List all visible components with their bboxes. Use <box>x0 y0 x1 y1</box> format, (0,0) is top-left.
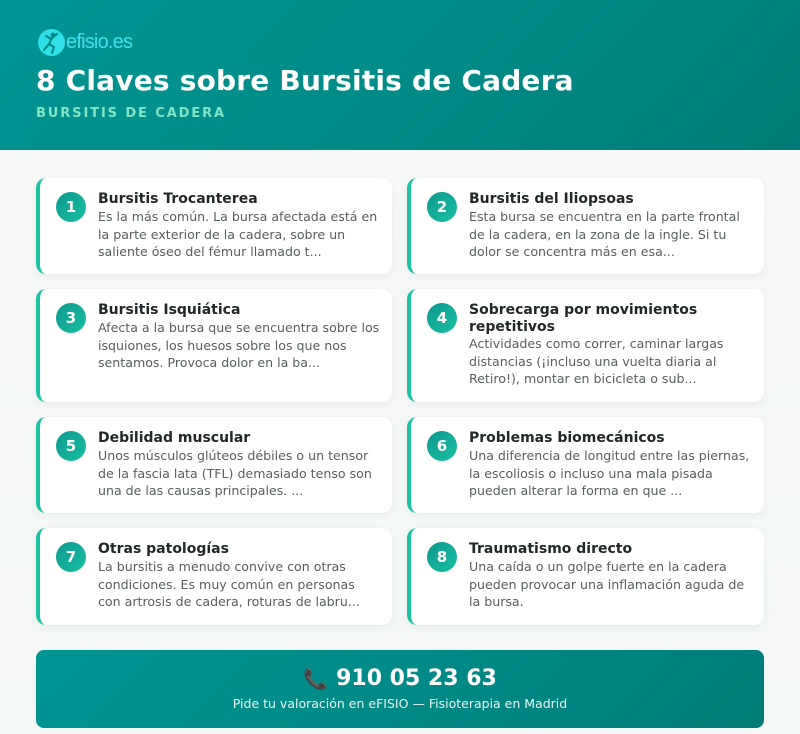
card-body: La bursitis a menudo convive con otras condiciones. Es muy común en personas con artrosis de cadera, roturas de labru... <box>98 559 360 610</box>
card-title: Bursitis Trocanterea <box>98 191 258 207</box>
key-card-2 <box>407 178 764 274</box>
phone-number-link[interactable] <box>36 666 764 691</box>
card-number-badge: 6 <box>427 431 457 461</box>
card-number-badge: 7 <box>56 542 86 572</box>
card-body: Unos músculos glúteos débiles o un tensor de la fascia lata (TFL) demasiado tenso son una de las causas principales. ... <box>98 448 372 499</box>
card-title: Otras patologías <box>98 541 229 557</box>
brand-logo-text: efisio.es <box>66 30 133 53</box>
card-title: Bursitis Isquiática <box>98 302 241 318</box>
card-number-badge: 2 <box>427 192 457 222</box>
key-card-4 <box>407 289 764 402</box>
key-card-7 <box>36 528 392 625</box>
key-card-3 <box>36 289 392 402</box>
card-body: Una diferencia de longitud entre las piernas, la escoliosis o incluso una mala pisada pueden alterar la forma en que ... <box>469 448 750 499</box>
brand-logo[interactable] <box>38 28 132 56</box>
card-body: Esta bursa se encuentra en la parte frontal de la cadera, en la zona de la ingle. Si tu dolor se concentra más en esa... <box>469 209 740 260</box>
card-number-badge: 8 <box>427 542 457 572</box>
key-card-6 <box>407 417 764 513</box>
key-card-8 <box>407 528 764 625</box>
header-banner <box>0 0 800 150</box>
key-card-5 <box>36 417 392 513</box>
person-stretching-icon <box>38 29 65 56</box>
card-number-badge: 1 <box>56 192 86 222</box>
phone-icon: 📞 <box>303 666 329 691</box>
card-title: Bursitis del Iliopsoas <box>469 191 634 207</box>
page-subtitle: BURSITIS DE CADERA <box>36 106 227 121</box>
cta-subtitle: Pide tu valoración en eFISIO — Fisioterapia en Madrid <box>232 696 568 711</box>
card-title: Problemas biomecánicos <box>469 430 665 446</box>
card-number-badge: 5 <box>56 431 86 461</box>
card-body: Afecta a la bursa que se encuentra sobre los isquiones, los huesos sobre los que nos sentamos. Provoca dolor en la ba... <box>98 320 380 371</box>
card-title: Sobrecarga por movimientos repetitivos <box>469 302 698 335</box>
card-number-badge: 4 <box>427 303 457 333</box>
page-title: 8 Claves sobre Bursitis de Cadera <box>36 64 574 97</box>
phone-number: 910 05 23 63 <box>336 666 497 691</box>
card-title: Debilidad muscular <box>98 430 251 446</box>
card-body: Es la más común. La bursa afectada está en la parte exterior de la cadera, sobre un saliente óseo del fémur llamado t... <box>98 209 378 260</box>
card-body: Una caída o un golpe fuerte en la cadera pueden provocar una inflamación aguda de la bursa. <box>469 559 745 610</box>
card-body: Actividades como correr, caminar largas distancias (¡incluso una vuelta diaria al Retiro!), montar en bicicleta o sub... <box>469 336 724 387</box>
call-to-action-banner[interactable] <box>36 650 764 728</box>
card-title: Traumatismo directo <box>469 541 633 557</box>
card-number-badge: 3 <box>56 303 86 333</box>
key-card-1 <box>36 178 392 274</box>
